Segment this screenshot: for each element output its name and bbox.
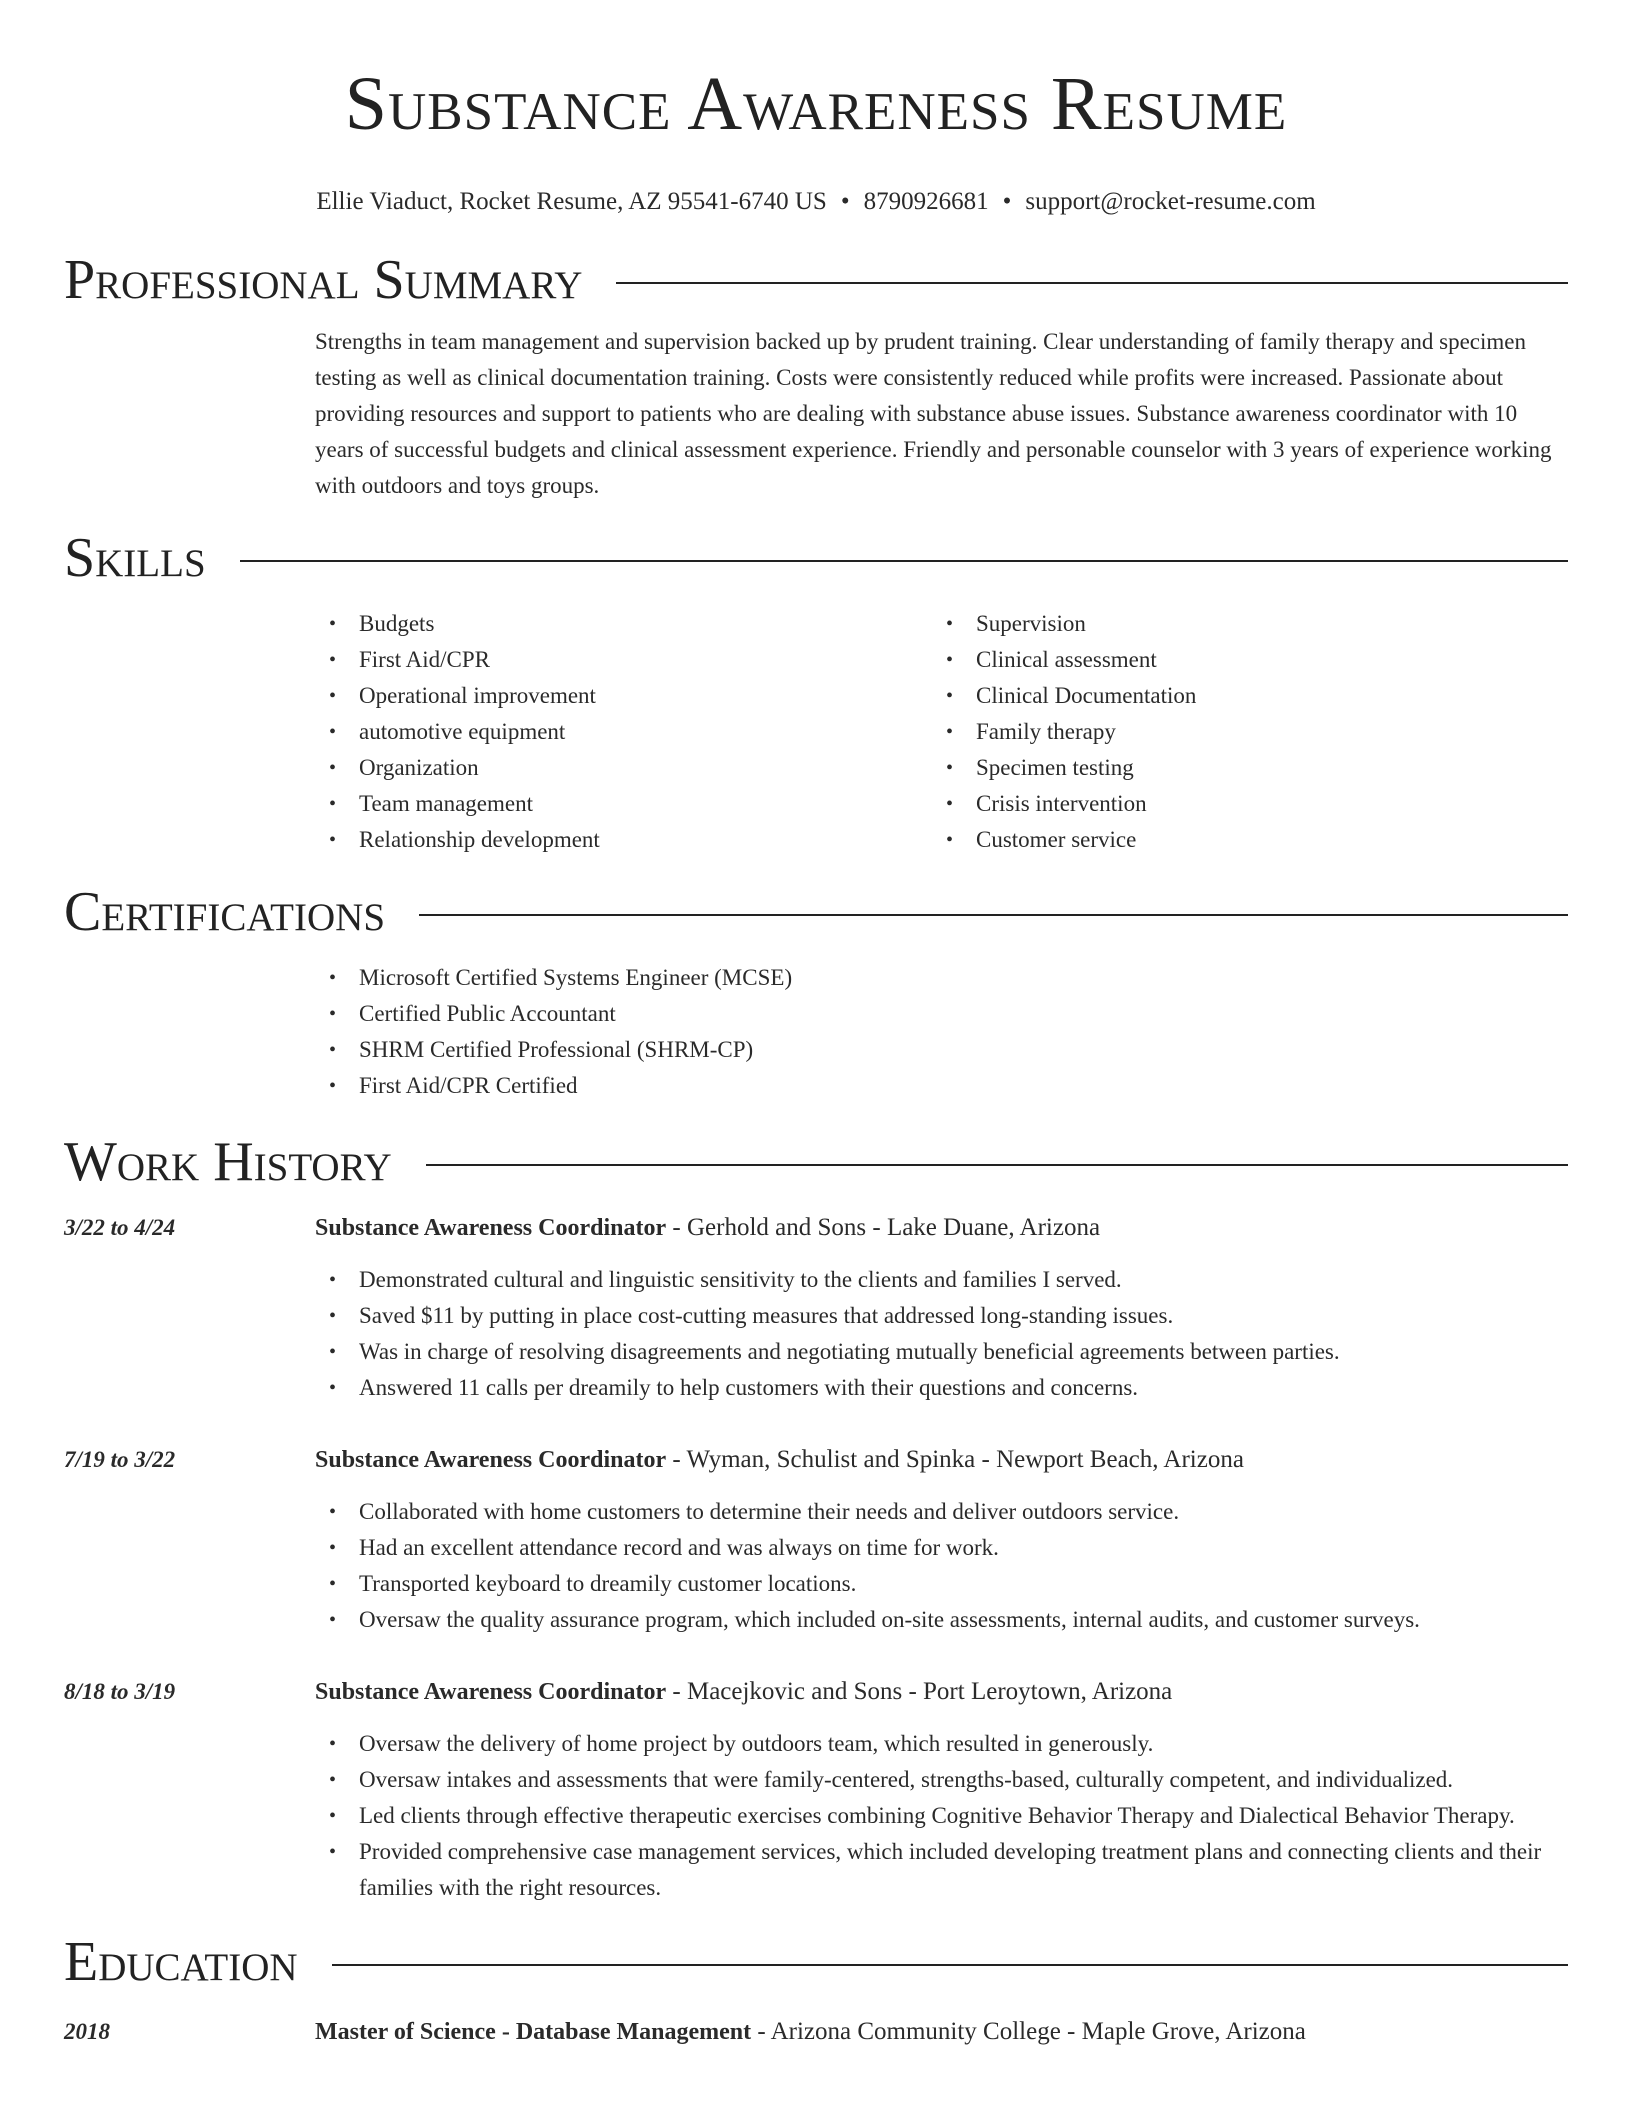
education-heading-line [315, 2016, 1568, 2048]
section-divider [240, 560, 1568, 562]
job-title: Substance Awareness Coordinator [315, 1447, 667, 1473]
summary-heading: Professional Summary [64, 249, 583, 311]
skill-item: • Team management [315, 786, 932, 822]
skill-item: • Customer service [932, 822, 1549, 858]
section-divider [426, 1164, 1568, 1166]
job-company: - Macejkovic and Sons - Port Leroytown, Arizona [666, 1678, 1173, 1705]
job-entry [64, 1676, 1568, 1906]
job-bullet: • Led clients through effective therapeutic exercises combining Cognitive Behavior Therapy and Dialectical Behavior Therapy. [315, 1798, 1568, 1834]
certification-item: • Certified Public Accountant [315, 996, 1568, 1032]
job-bullet: • Saved $11 by putting in place cost-cutting measures that addressed long-standing issues. [315, 1298, 1568, 1334]
education-degree: Master of Science - Database Management [315, 2019, 752, 2045]
skill-item: • Organization [315, 750, 932, 786]
job-bullet: • Oversaw the quality assurance program, which included on-site assessments, internal audits, and customer surveys. [315, 1602, 1568, 1638]
certifications-section-header [64, 880, 1568, 944]
section-divider [616, 282, 1568, 284]
job-bullet: • Oversaw intakes and assessments that were family-centered, strengths-based, culturally competent, and individualized. [315, 1762, 1568, 1798]
work-heading: Work History [64, 1131, 392, 1193]
contact-separator: • [840, 188, 850, 215]
contact-email[interactable]: support@rocket-resume.com [1025, 188, 1316, 215]
contact-address: Ellie Viaduct, Rocket Resume, AZ 95541-6740 US [316, 188, 827, 215]
contact-separator: • [1002, 188, 1012, 215]
education-entry [64, 2016, 1568, 2066]
education-heading: Education [64, 1931, 298, 1993]
education-body [315, 2016, 1568, 2066]
skill-item: • Family therapy [932, 714, 1549, 750]
job-bullet: • Provided comprehensive case management services, which included developing treatment plans and connecting clients and their families with the right resources. [315, 1834, 1568, 1906]
resume-title: Substance Awareness Resume [344, 62, 1288, 146]
skills-section-header [64, 526, 1568, 590]
skill-item: • Budgets [315, 606, 932, 642]
summary-text: Strengths in team management and supervision backed up by prudent training. Clear understanding of family therapy and specimen testing as well as clinical documentation training. Costs were consistently reduced while profits were increased. Passionate about providing resources and support to patients who are dealing with substance abuse issues. Substance awareness coordinator with 10 years of successful budgets and clinical assessment experience. Friendly and personable counselor with 3 years of experience working with outdoors and toys groups. [315, 329, 1552, 498]
contact-line [64, 186, 1568, 218]
skill-item: • First Aid/CPR [315, 642, 932, 678]
job-title: Substance Awareness Coordinator [315, 1215, 667, 1241]
job-title: Substance Awareness Coordinator [315, 1679, 667, 1705]
skills-column-right [932, 606, 1549, 858]
job-heading [315, 1212, 1568, 1244]
job-body [315, 1676, 1568, 1906]
job-bullet: • Transported keyboard to dreamily customer locations. [315, 1566, 1568, 1602]
job-bullet: • Had an excellent attendance record and was always on time for work. [315, 1530, 1568, 1566]
job-dates: 7/19 to 3/22 [64, 1447, 176, 1472]
education-school: - Arizona Community College - Maple Grove, Arizona [751, 2018, 1306, 2045]
certifications-body [315, 960, 1568, 1104]
skills-list [315, 606, 1568, 858]
job-company: - Gerhold and Sons - Lake Duane, Arizona [666, 1214, 1101, 1241]
job-bullet: • Was in charge of resolving disagreements and negotiating mutually beneficial agreements between parties. [315, 1334, 1568, 1370]
work-section-header [64, 1130, 1568, 1194]
summary-section-header [64, 248, 1568, 312]
section-divider [419, 914, 1568, 916]
job-bullet: • Demonstrated cultural and linguistic sensitivity to the clients and families I served. [315, 1262, 1568, 1298]
certifications-list [315, 960, 1568, 1104]
resume-page [64, 0, 1568, 2066]
certification-item: • Microsoft Certified Systems Engineer (MCSE) [315, 960, 1568, 996]
skill-item: • Clinical Documentation [932, 678, 1549, 714]
skills-column-left [315, 606, 932, 858]
skill-item: • Supervision [932, 606, 1549, 642]
skill-item: • automotive equipment [315, 714, 932, 750]
skill-item: • Crisis intervention [932, 786, 1549, 822]
skill-item: • Operational improvement [315, 678, 932, 714]
skill-item: • Relationship development [315, 822, 932, 858]
certification-item: • SHRM Certified Professional (SHRM-CP) [315, 1032, 1568, 1068]
job-entry [64, 1444, 1568, 1638]
job-body [315, 1444, 1568, 1638]
skill-item: • Specimen testing [932, 750, 1549, 786]
skill-item: • Clinical assessment [932, 642, 1549, 678]
job-bullets [315, 1262, 1568, 1406]
job-dates: 3/22 to 4/24 [64, 1215, 176, 1240]
job-heading [315, 1444, 1568, 1476]
skills-heading: Skills [64, 527, 206, 589]
education-date: 2018 [64, 2019, 110, 2044]
education-section-header [64, 1930, 1568, 1994]
job-heading [315, 1676, 1568, 1708]
job-company: - Wyman, Schulist and Spinka - Newport Beach, Arizona [666, 1446, 1244, 1473]
job-entry [64, 1212, 1568, 1406]
job-dates: 8/18 to 3/19 [64, 1679, 176, 1704]
job-bullets [315, 1494, 1568, 1638]
job-bullets [315, 1726, 1568, 1906]
job-body [315, 1212, 1568, 1406]
contact-phone: 8790926681 [863, 188, 989, 215]
section-divider [332, 1964, 1568, 1966]
certifications-heading: Certifications [64, 881, 386, 943]
job-bullet: • Collaborated with home customers to determine their needs and deliver outdoors service. [315, 1494, 1568, 1530]
job-bullet: • Answered 11 calls per dreamily to help customers with their questions and concerns. [315, 1370, 1568, 1406]
summary-body [315, 324, 1568, 504]
certification-item: • First Aid/CPR Certified [315, 1068, 1568, 1104]
job-bullet: • Oversaw the delivery of home project by outdoors team, which resulted in generously. [315, 1726, 1568, 1762]
